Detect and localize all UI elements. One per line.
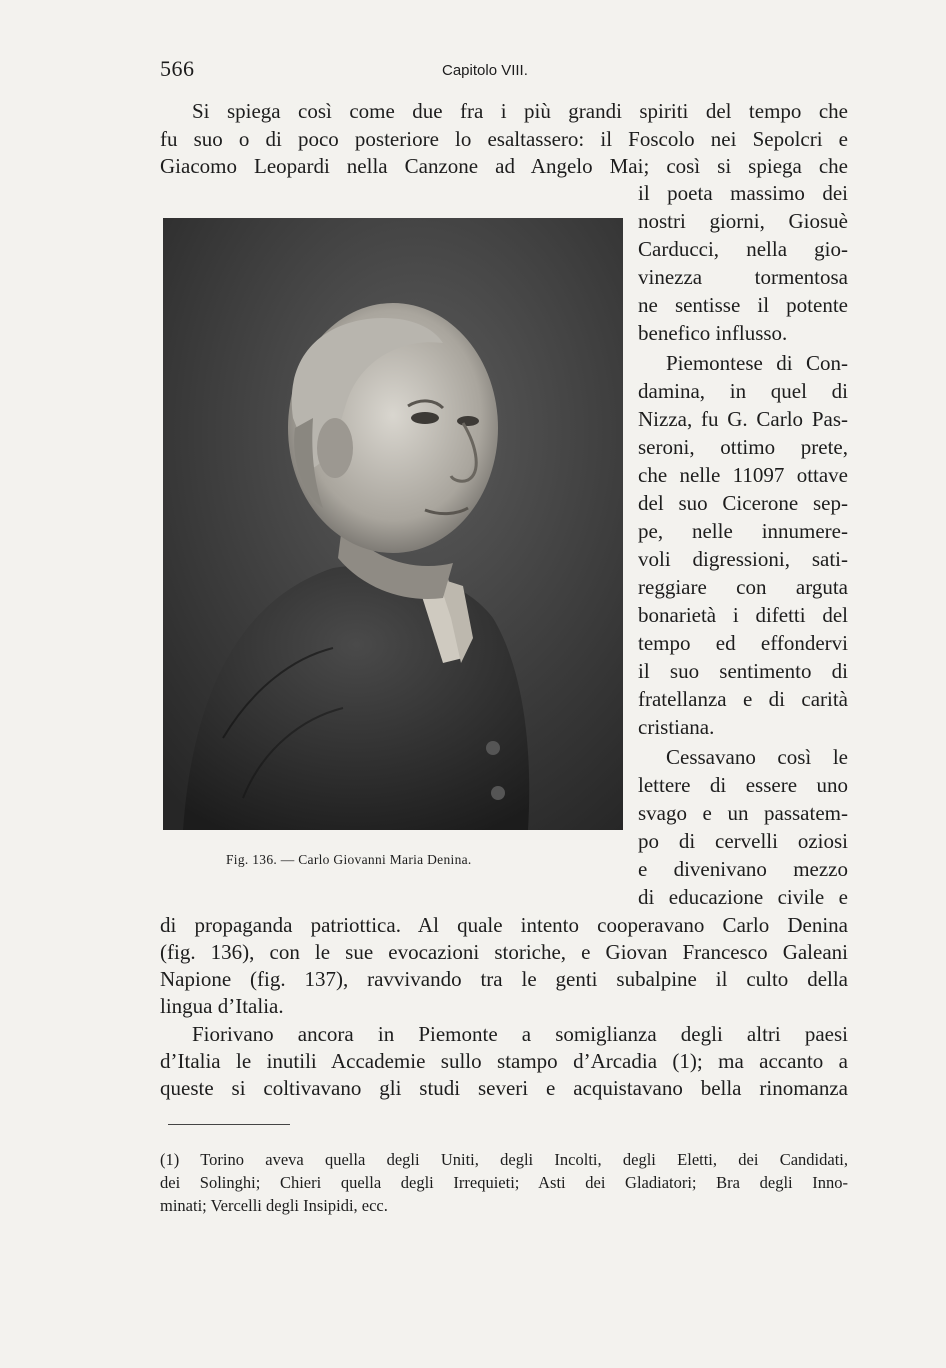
running-head xyxy=(160,56,860,86)
body-line: svago e un passatem- xyxy=(638,801,848,825)
body-line: fu suo o di poco posteriore lo esaltassero: il Foscolo nei Sepolcri e xyxy=(160,127,848,151)
body-line: il poeta massimo dei xyxy=(638,181,848,205)
body-line: Si spiega così come due fra i più grandi spiriti del tempo che xyxy=(192,99,848,123)
body-line: voli digressioni, sati- xyxy=(638,547,848,571)
body-line: Giacomo Leopardi nella Canzone ad Angelo Mai; così si spiega che xyxy=(160,154,848,178)
body-line: reggiare con arguta xyxy=(638,575,848,599)
body-line: di educazione civile e xyxy=(638,885,848,909)
footnote-line: minati; Vercelli degli Insipidi, ecc. xyxy=(160,1196,388,1215)
body-line: lingua d’Italia. xyxy=(160,994,284,1018)
body-line: Nizza, fu G. Carlo Pas- xyxy=(638,407,848,431)
body-line: d’Italia le inutili Accademie sullo stampo d’Arcadia (1); ma accanto a xyxy=(160,1049,848,1073)
page-number: 566 xyxy=(160,56,195,81)
body-line: del suo Cicerone sep- xyxy=(638,491,848,515)
body-line: tempo ed effondervi xyxy=(638,631,848,655)
body-line: ne sentisse il potente xyxy=(638,293,848,317)
body-line: queste si coltivavano gli studi severi e acquistavano bella rinomanza xyxy=(160,1076,848,1100)
body-line: (fig. 136), con le sue evocazioni storiche, e Giovan Francesco Galeani xyxy=(160,940,848,964)
body-line: e divenivano mezzo xyxy=(638,857,848,881)
body-line: pe, nelle innumere- xyxy=(638,519,848,543)
body-line: damina, in quel di xyxy=(638,379,848,403)
footnote-line: (1) Torino aveva quella degli Uniti, degli Incolti, degli Eletti, dei Candidati, xyxy=(160,1150,848,1169)
body-line: seroni, ottimo prete, xyxy=(638,435,848,459)
body-line: il suo sentimento di xyxy=(638,659,848,683)
footnote-rule xyxy=(168,1124,290,1125)
body-line: po di cervelli oziosi xyxy=(638,829,848,853)
body-line: Fiorivano ancora in Piemonte a somiglianza degli altri paesi xyxy=(192,1022,848,1046)
body-line: che nelle 11097 ottave xyxy=(638,463,848,487)
body-line: Cessavano così le xyxy=(666,745,848,769)
body-line: vinezza tormentosa xyxy=(638,265,848,289)
body-line: nostri giorni, Giosuè xyxy=(638,209,848,233)
body-line: cristiana. xyxy=(638,715,715,739)
body-line: benefico influsso. xyxy=(638,321,788,345)
body-line: bonarietà i difetti del xyxy=(638,603,848,627)
body-line: Piemontese di Con- xyxy=(666,351,848,375)
portrait-image xyxy=(163,218,623,830)
body-line: lettere di essere uno xyxy=(638,773,848,797)
portrait-engraving xyxy=(163,218,623,830)
figure-caption: Fig. 136. — Carlo Giovanni Maria Denina. xyxy=(226,852,472,867)
body-line: Carducci, nella gio- xyxy=(638,237,848,261)
body-line: di propaganda patriottica. Al quale intento cooperavano Carlo Denina xyxy=(160,913,848,937)
body-line: Napione (fig. 137), ravvivando tra le genti subalpine il culto della xyxy=(160,967,848,991)
body-line: fratellanza e di carità xyxy=(638,687,848,711)
chapter-title: Capitolo VIII. xyxy=(442,62,528,79)
footnote-line: dei Solinghi; Chieri quella degli Irrequieti; Asti dei Gladiatori; Bra degli Inno- xyxy=(160,1173,848,1192)
